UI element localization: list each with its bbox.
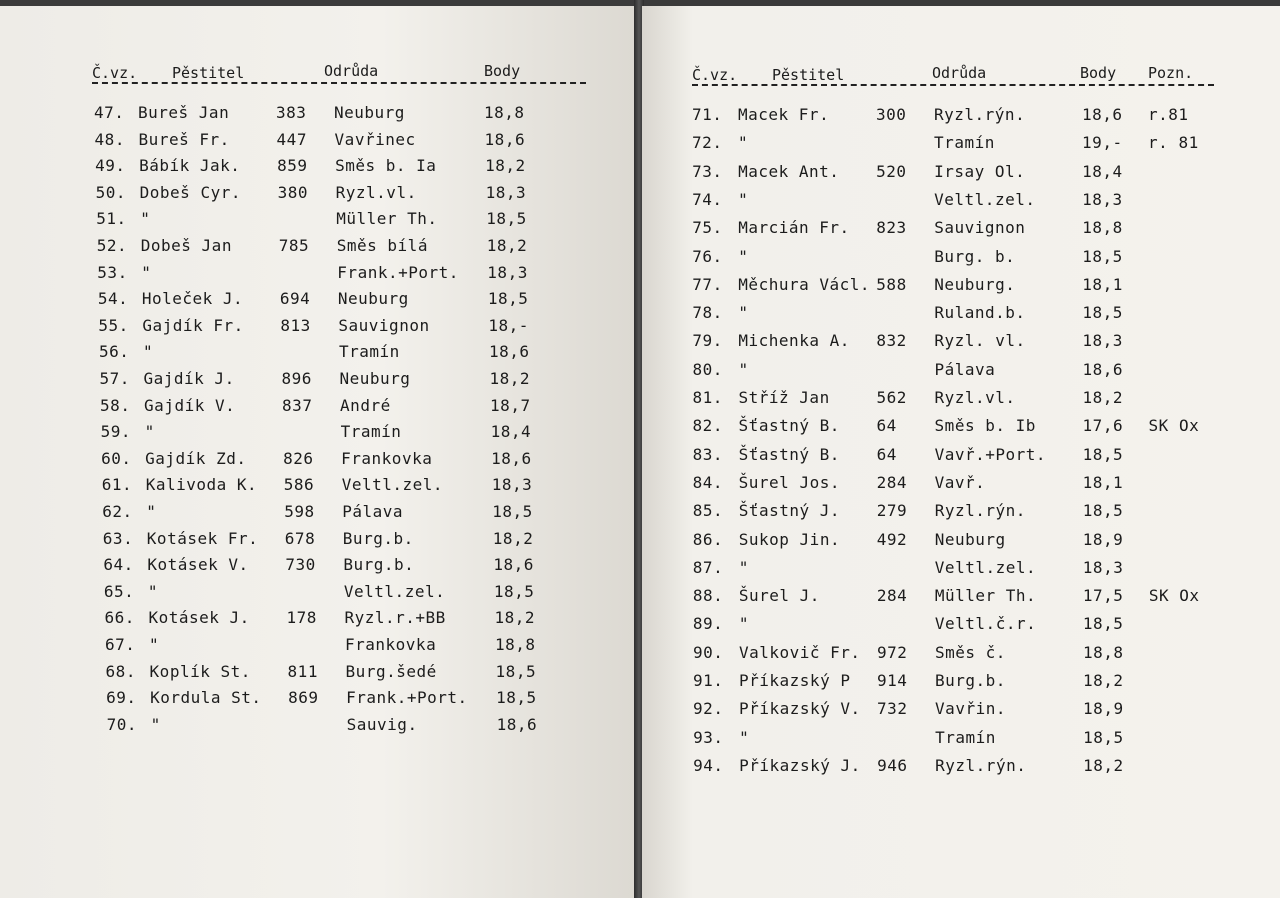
table-row (0, 475, 636, 497)
grower-name: Gajdík J. (143, 369, 235, 388)
sample-number: 85. (692, 501, 724, 521)
score-points: 18,2 (494, 608, 535, 628)
score-points: 18,2 (486, 236, 528, 255)
variety-name: Sauvig. (346, 714, 418, 734)
variety-name: Tramín (934, 133, 995, 153)
score-points: 18,5 (493, 581, 535, 601)
sample-number: 53. (97, 262, 128, 282)
grower-name: Kotásek J. (148, 608, 250, 628)
grower-code: 972 (876, 642, 908, 662)
variety-name: Ryzl.rýn. (934, 501, 1026, 521)
score-points: 18,5 (1082, 444, 1124, 464)
sample-number: 79. (692, 331, 723, 351)
variety-name: Směs č. (934, 642, 1006, 662)
table-row (642, 303, 1280, 325)
sample-number: 55. (98, 315, 129, 335)
grower-code: 946 (877, 755, 908, 775)
grower-name: Příkazský J. (739, 755, 861, 775)
sample-number: 88. (692, 586, 724, 606)
score-points: 18,2 (1083, 671, 1124, 690)
grower-code: 64 (876, 416, 897, 436)
sample-number: 72. (692, 133, 723, 153)
sample-number: 59. (100, 422, 131, 442)
sample-number: 69. (106, 688, 137, 708)
grower-name: Koplík St. (149, 661, 251, 681)
sample-number: 93. (693, 727, 724, 747)
sample-number: 50. (95, 182, 127, 202)
variety-name: Vavř.+Port. (934, 444, 1047, 464)
variety-name: Směs bílá (336, 236, 428, 255)
remark: r. 81 (1148, 133, 1199, 153)
score-points: 19,- (1082, 133, 1123, 153)
grower-code: 520 (876, 161, 907, 181)
table-row (0, 555, 636, 577)
table-row (0, 236, 636, 258)
sample-number: 56. (98, 342, 130, 362)
table-row (0, 156, 636, 178)
grower-code: 914 (877, 671, 908, 690)
grower-code: 730 (285, 555, 316, 575)
table-row (0, 103, 636, 125)
grower-name: Šťastný B. (738, 416, 840, 436)
header-grower: Pěstitel (172, 64, 245, 82)
header-rule (692, 84, 1214, 86)
table-row (0, 396, 636, 418)
score-points: 18,8 (1082, 218, 1123, 238)
grower-name: Bureš Jan (138, 103, 230, 122)
table-row (642, 530, 1280, 552)
sample-number: 65. (103, 581, 135, 601)
sample-number: 54. (97, 289, 129, 309)
right-table-header (642, 64, 1280, 90)
grower-name: Holeček J. (141, 289, 244, 309)
table-row (642, 133, 1280, 155)
table-row (642, 558, 1280, 580)
sample-number: 47. (94, 103, 125, 122)
variety-name: Burg. b. (934, 246, 1016, 266)
sample-number: 61. (101, 475, 133, 495)
grower-code: 562 (876, 388, 907, 407)
sample-number: 52. (96, 236, 128, 255)
variety-name: Ryzl.r.+BB (344, 608, 446, 628)
variety-name: Burg.b. (342, 528, 414, 548)
table-row (642, 162, 1280, 184)
variety-name: Burg.b. (935, 671, 1006, 690)
table-row (642, 105, 1280, 127)
variety-name: Burg.šedé (345, 661, 437, 681)
grower-code: 837 (282, 395, 313, 415)
score-points: 18,2 (1083, 755, 1124, 775)
table-row (642, 614, 1280, 636)
variety-name: Vavřin. (935, 699, 1006, 719)
grower-code: 284 (876, 472, 908, 492)
sample-number: 91. (693, 671, 724, 690)
sample-number: 78. (692, 303, 723, 323)
score-points: 18,5 (1083, 727, 1124, 747)
grower-name: Gajdík Fr. (142, 315, 244, 335)
grower-name: " (149, 635, 160, 654)
score-points: 18,6 (493, 555, 534, 575)
grower-name: Michenka A. (738, 331, 850, 351)
table-row (0, 183, 636, 205)
variety-name: Směs b. Ib (934, 416, 1036, 436)
table-row (642, 218, 1280, 240)
sample-number: 51. (96, 209, 127, 229)
grower-code: 279 (876, 501, 908, 521)
score-points: 18,5 (487, 289, 529, 309)
table-row (0, 209, 636, 231)
grower-code: 732 (877, 699, 908, 719)
score-points: 18,6 (1082, 105, 1123, 124)
sample-number: 80. (692, 359, 723, 379)
sample-number: 64. (103, 555, 134, 575)
grower-name: " (738, 614, 750, 634)
sample-number: 62. (102, 502, 133, 521)
score-points: 18,4 (1082, 161, 1123, 181)
variety-name: André (340, 395, 391, 415)
grower-code: 447 (276, 129, 307, 149)
table-row (642, 699, 1280, 721)
grower-name: " (140, 209, 151, 229)
header-sample-number: Č.vz. (92, 64, 138, 82)
variety-name: Vavřinec (334, 129, 416, 149)
table-row (0, 369, 636, 391)
remark: r.81 (1148, 105, 1189, 124)
score-points: 18,- (488, 315, 529, 335)
sample-number: 63. (102, 528, 134, 548)
grower-code: 383 (276, 103, 307, 122)
variety-name: Ryzl.rýn. (935, 755, 1027, 775)
sample-number: 87. (692, 557, 724, 577)
grower-name: Kordula St. (150, 688, 262, 708)
header-note: Pozn. (1148, 64, 1194, 82)
score-points: 18,3 (1082, 331, 1123, 351)
sample-number: 90. (692, 642, 724, 662)
grower-code: 64 (876, 444, 897, 464)
grower-code: 785 (278, 236, 310, 255)
grower-name: Bureš Fr. (138, 129, 230, 149)
variety-name: Müller Th. (934, 586, 1037, 606)
variety-name: Neuburg (339, 369, 411, 388)
variety-name: Ryzl.rýn. (934, 105, 1026, 124)
score-points: 18,5 (1082, 614, 1124, 634)
grower-code: 832 (876, 331, 907, 351)
sample-number: 70. (106, 714, 138, 734)
score-points: 18,3 (487, 262, 528, 282)
left-table-header (0, 62, 636, 88)
sample-number: 83. (692, 444, 723, 464)
score-points: 18,7 (490, 395, 531, 415)
table-row (0, 662, 636, 684)
remark: SK Ox (1148, 416, 1200, 436)
variety-name: Tramín (338, 342, 400, 362)
left-page (0, 6, 636, 898)
grower-name: Šurel Jos. (738, 472, 840, 492)
table-row (642, 586, 1280, 608)
grower-name: Příkazský V. (739, 699, 861, 719)
score-points: 17,6 (1082, 416, 1124, 436)
grower-name: Gajdík V. (144, 395, 236, 415)
variety-name: Veltl.zel. (934, 557, 1037, 577)
sample-number: 57. (99, 369, 130, 388)
sample-number: 76. (692, 246, 723, 266)
grower-code: 826 (283, 448, 314, 468)
score-points: 18,2 (485, 156, 526, 176)
grower-name: Příkazský P (739, 671, 851, 690)
table-row (642, 416, 1280, 438)
table-row (0, 582, 636, 604)
grower-name: Valkovič Fr. (738, 642, 861, 662)
score-points: 18,5 (1082, 246, 1123, 266)
remark: SK Ox (1148, 586, 1200, 606)
variety-name: Burg.b. (343, 555, 415, 575)
sample-number: 73. (692, 161, 723, 181)
variety-name: Ryzl.vl. (335, 182, 417, 202)
table-row (642, 331, 1280, 353)
header-variety: Odrůda (932, 64, 987, 82)
sample-number: 48. (94, 129, 125, 149)
score-points: 18,6 (484, 129, 526, 149)
score-points: 18,9 (1083, 699, 1124, 719)
table-row (0, 342, 636, 364)
header-grower: Pěstitel (772, 66, 845, 84)
table-row (0, 715, 636, 737)
grower-code: 811 (287, 661, 318, 681)
score-points: 18,3 (1082, 557, 1124, 577)
score-points: 18,9 (1082, 529, 1124, 549)
grower-code: 813 (280, 315, 311, 335)
score-points: 18,1 (1082, 274, 1123, 294)
grower-code: 598 (284, 502, 315, 521)
variety-name: Směs b. Ia (335, 156, 437, 176)
grower-code: 869 (288, 688, 319, 708)
grower-name: " (738, 303, 749, 323)
sample-number: 74. (692, 189, 723, 209)
score-points: 18,5 (486, 209, 527, 229)
variety-name: Sauvignon (338, 315, 430, 335)
table-row (642, 501, 1280, 523)
variety-name: Irsay Ol. (934, 161, 1026, 181)
variety-name: Sauvignon (934, 218, 1026, 238)
sample-number: 81. (692, 388, 723, 407)
grower-name: Šurel J. (738, 586, 820, 606)
score-points: 18,6 (1082, 359, 1123, 379)
table-row (642, 473, 1280, 495)
sample-number: 94. (693, 755, 724, 775)
sample-number: 92. (693, 699, 724, 719)
grower-name: " (738, 359, 749, 379)
table-row (642, 247, 1280, 269)
score-points: 18,5 (495, 661, 537, 681)
header-sample-number: Č.vz. (692, 66, 738, 84)
variety-name: Vavř. (934, 472, 986, 492)
variety-name: Neuburg (337, 289, 409, 309)
grower-name: Macek Fr. (738, 105, 830, 124)
table-row (0, 608, 636, 630)
score-points: 18,2 (489, 369, 531, 388)
variety-name: Pálava (934, 359, 996, 379)
variety-name: Ryzl.vl. (934, 388, 1016, 407)
sample-number: 77. (692, 274, 723, 294)
grower-code: 678 (284, 528, 316, 548)
sample-number: 71. (692, 105, 723, 124)
grower-name: " (738, 189, 749, 209)
variety-name: Frankovka (341, 448, 433, 468)
sample-number: 84. (692, 472, 724, 492)
grower-name: Dobeš Jan (140, 236, 232, 255)
table-row (0, 130, 636, 152)
grower-code: 300 (876, 105, 907, 124)
grower-name: " (150, 714, 161, 734)
score-points: 18,5 (1082, 303, 1123, 323)
header-variety: Odrůda (324, 62, 379, 80)
score-points: 18,5 (1082, 501, 1124, 521)
variety-name: Ruland.b. (934, 303, 1026, 323)
sample-number: 75. (692, 218, 723, 238)
table-row (642, 728, 1280, 750)
grower-code: 284 (876, 586, 908, 606)
variety-name: Frank.+Port. (346, 688, 468, 708)
score-points: 18,2 (1082, 388, 1124, 407)
table-row (642, 360, 1280, 382)
variety-name: Neuburg (934, 529, 1006, 549)
table-row (642, 190, 1280, 212)
table-row (0, 263, 636, 285)
score-points: 18,3 (1082, 189, 1123, 209)
grower-name: Kalivoda K. (145, 475, 258, 495)
score-points: 18,1 (1082, 472, 1124, 492)
sample-number: 49. (95, 156, 126, 176)
grower-name: Kotásek V. (147, 555, 249, 575)
score-points: 18,6 (488, 342, 530, 362)
table-row (0, 635, 636, 657)
grower-name: Šťastný B. (738, 444, 840, 464)
table-row (642, 445, 1280, 467)
grower-code: 586 (283, 475, 315, 495)
table-row (0, 449, 636, 471)
sample-number: 58. (100, 395, 131, 415)
grower-name: Kotásek Fr. (146, 528, 259, 548)
score-points: 18,5 (496, 688, 537, 708)
grower-name: Šťastný J. (738, 501, 841, 521)
variety-name: Veltl.zel. (934, 189, 1036, 209)
table-row (0, 422, 636, 444)
grower-name: " (738, 133, 749, 153)
variety-name: Tramín (935, 727, 996, 747)
grower-name: " (146, 502, 157, 521)
grower-code: 896 (281, 369, 312, 388)
variety-name: Veltl.č.r. (934, 614, 1037, 634)
variety-name: Müller Th. (336, 209, 438, 229)
grower-name: Bábík Jak. (139, 156, 241, 176)
variety-name: Pálava (342, 502, 404, 521)
grower-name: " (141, 262, 152, 282)
grower-name: " (144, 422, 155, 442)
grower-name: " (739, 727, 750, 747)
table-row (642, 756, 1280, 778)
sample-number: 67. (105, 635, 136, 654)
grower-name: Gajdík Zd. (145, 448, 247, 468)
table-row (0, 289, 636, 311)
table-row (0, 316, 636, 338)
variety-name: Neuburg. (934, 274, 1016, 294)
grower-code: 492 (876, 529, 908, 549)
grower-code: 694 (279, 289, 311, 309)
variety-name: Frankovka (345, 635, 437, 654)
score-points: 18,2 (492, 528, 534, 548)
grower-code: 823 (876, 218, 907, 238)
table-row (0, 688, 636, 710)
sample-number: 82. (692, 416, 723, 436)
grower-name: " (147, 581, 159, 601)
variety-name: Veltl.zel. (341, 475, 444, 495)
score-points: 17,5 (1082, 586, 1124, 606)
variety-name: Frank.+Port. (337, 262, 459, 282)
right-page (642, 6, 1280, 898)
table-row (642, 275, 1280, 297)
grower-code: 588 (876, 274, 907, 294)
grower-name: " (142, 342, 154, 362)
grower-name: Sukop Jin. (738, 529, 841, 549)
grower-code: 859 (277, 156, 308, 176)
table-row (642, 388, 1280, 410)
table-row (642, 671, 1280, 693)
table-row (0, 529, 636, 551)
grower-code: 380 (277, 182, 309, 202)
table-row (0, 502, 636, 524)
sample-number: 89. (692, 614, 724, 634)
grower-name: Měchura Václ. (738, 274, 871, 294)
variety-name: Neuburg (334, 103, 405, 122)
sample-number: 86. (692, 529, 724, 549)
grower-name: " (738, 246, 749, 266)
score-points: 18,3 (485, 182, 527, 202)
score-points: 18,5 (492, 502, 533, 521)
header-points: Body (1080, 64, 1117, 82)
score-points: 18,6 (491, 448, 532, 468)
sample-number: 66. (104, 608, 135, 628)
score-points: 18,3 (491, 475, 533, 495)
score-points: 18,4 (490, 422, 532, 442)
variety-name: Veltl.zel. (343, 581, 446, 601)
grower-name: Stříž Jan (738, 388, 830, 407)
grower-name: Dobeš Cyr. (139, 182, 241, 202)
variety-name: Tramín (340, 422, 402, 442)
grower-name: Marcián Fr. (738, 218, 850, 238)
sample-number: 68. (105, 661, 136, 681)
header-rule (92, 82, 586, 84)
grower-name: " (738, 557, 749, 577)
table-row (642, 643, 1280, 665)
score-points: 18,8 (495, 635, 536, 654)
sample-number: 60. (101, 448, 132, 468)
score-points: 18,6 (496, 714, 538, 734)
header-points: Body (484, 62, 521, 80)
grower-code: 178 (286, 608, 317, 628)
grower-name: Macek Ant. (738, 161, 840, 181)
score-points: 18,8 (484, 103, 525, 122)
score-points: 18,8 (1082, 642, 1124, 662)
variety-name: Ryzl. vl. (934, 331, 1026, 351)
